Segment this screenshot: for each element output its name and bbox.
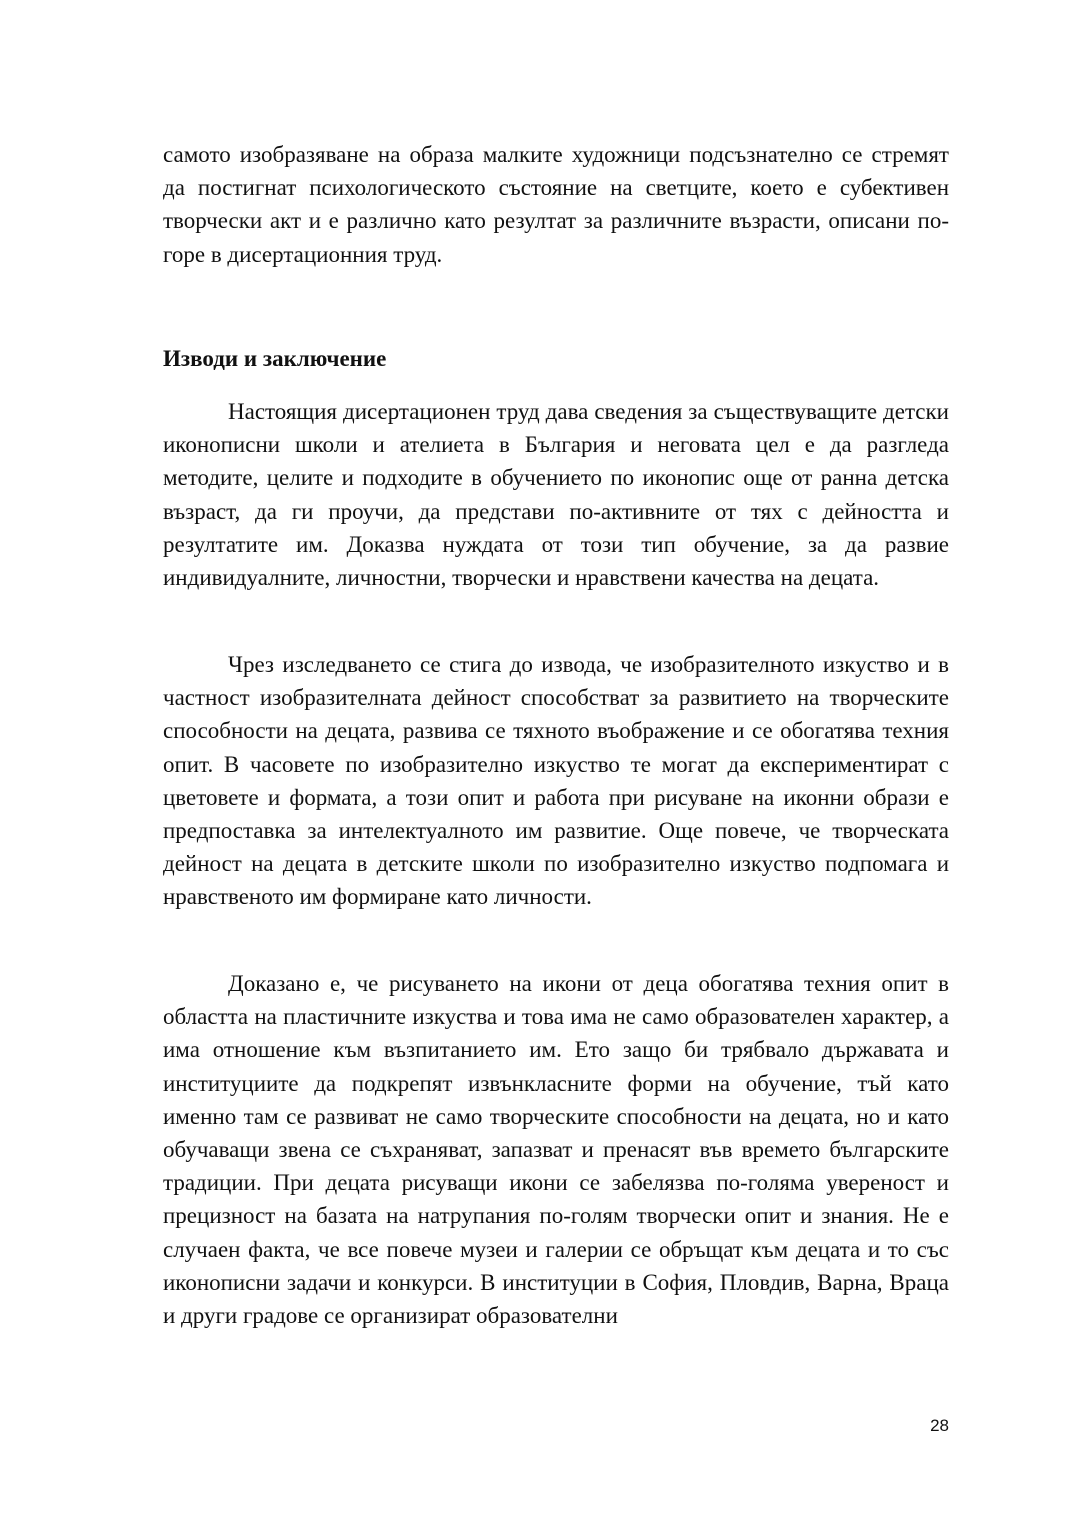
body-paragraph: Доказано е, че рисуването на икони от деца обогатява техния опит в областта на пластичните изкуства и това има не само образователен характер, а има отношение към възпитанието им. Ето защо би трябвало държавата и институциите да подкрепят извънкласните форми на обучение, тъй като именно там се развиват не само творческите способности на децата, но и като обучаващи звена се съхраняват, запазват и пренасят във времето българските традиции. При децата рисуващи икони се забелязва по-голяма увереност и прецизност на базата на натрупания по-голям творчески опит и знания. Не е случаен факта, че все повече музеи и галерии се обръщат към децата и то със иконописни задачи и конкурси. В институции в София, Пловдив, Варна, Враца и други градове се организират образователни — [163, 971, 949, 1329]
section-heading: Изводи и заключение — [163, 346, 387, 371]
body-paragraph: Настоящия дисертационен труд дава сведения за съществуващите детски иконописни школи и ателиета в България и неговата цел е да разгледа методите, целите и подходите в обучението по иконопис още от ранна детска възраст, да ги проучи, да представи по-активните от тях с дейността и резултатите им. Доказва нуждата от този тип обучение, за да развие индивидуалните, личностни, творчески и нравствени качества на децата. — [163, 399, 949, 591]
body-paragraph: Чрез изследването се стига до извода, че изобразителното изкуство и в частност изобразителната дейност способстват за развитието на творческите способности на децата, развива се тяхното въображение и се обогатява техния опит. В часовете по изобразително изкуство те могат да експериментират с цветовете и формата, а този опит и работа при рисуване на иконни образи е предпоставка за интелектуалното им развитие. Още повече, че творческата дейност на децата в детските школи по изобразително изкуство подпомага и нравственото им формиране като личности. — [163, 652, 949, 910]
lead-paragraph: самото изобразяване на образа малките художници подсъзнателно се стремят да постигнат психологическото състояние на светците, което е субективен творчески акт и е различно като резултат за различните възрасти, описани по-горе в дисертационния труд. — [163, 142, 949, 267]
page-number: 28 — [930, 1416, 949, 1435]
